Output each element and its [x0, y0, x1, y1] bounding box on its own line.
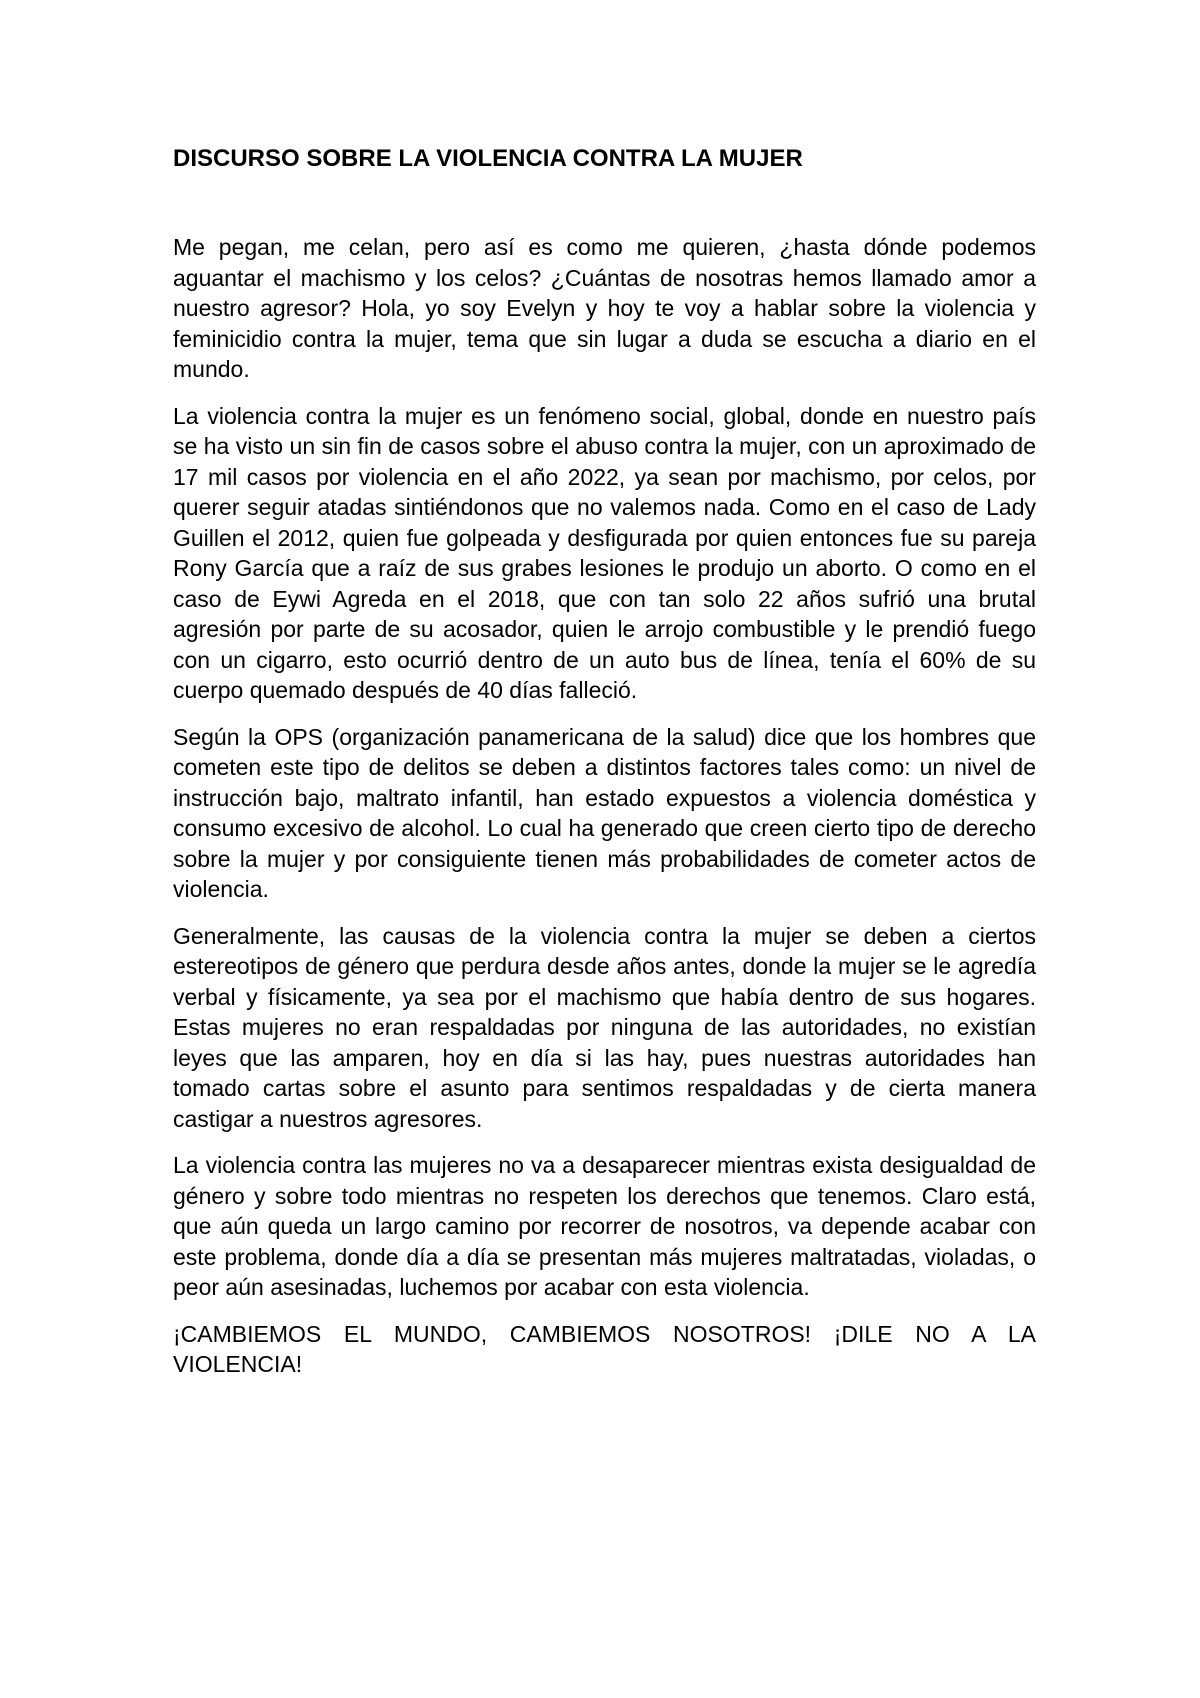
- paragraph-conclusion: La violencia contra las mujeres no va a desaparecer mientras exista desigualdad de género y sobre todo mientras no respeten los derechos que tenemos. Claro está, que aún queda un largo camino por recorrer de nosotros, va depende acabar con este problema, donde día a día se presentan más mujeres maltratadas, violadas, o peor aún asesinadas, luchemos por acabar con esta violencia.: [173, 1152, 1036, 1300]
- paragraph-intro: Me pegan, me celan, pero así es como me quieren, ¿hasta dónde podemos aguantar el machismo y los celos? ¿Cuántas de nosotras hemos llamado amor a nuestro agresor? Hola, yo soy Evelyn y hoy te voy a hablar sobre la violencia y feminicidio contra la mujer, tema que sin lugar a duda se escucha a diario en el mundo.: [173, 234, 1036, 382]
- paragraph-causes: Generalmente, las causas de la violencia contra la mujer se deben a ciertos estereotipos de género que perdura desde años antes, donde la mujer se le agredía verbal y físicamente, ya sea por el machismo que había dentro de sus hogares. Estas mujeres no eran respaldadas por ninguna de las autoridades, no existían leyes que las amparen, hoy en día si las hay, pues nuestras autoridades han tomado cartas sobre el asunto para sentimos respaldadas y de cierta manera castigar a nuestros agresores.: [173, 922, 1036, 1132]
- paragraph-closing-call: ¡CAMBIEMOS EL MUNDO, CAMBIEMOS NOSOTROS! ¡DILE NO A LA VIOLENCIA!: [173, 1320, 1036, 1377]
- document-title: DISCURSO SOBRE LA VIOLENCIA CONTRA LA MUJER: [173, 145, 803, 172]
- document-body: [173, 142, 1036, 1396]
- paragraph-ops: Según la OPS (organización panamericana de la salud) dice que los hombres que cometen este tipo de delitos se deben a distintos factores tales como: un nivel de instrucción bajo, maltrato infantil, han estado expuestos a violencia doméstica y consumo excesivo de alcohol. Lo cual ha generado que creen cierto tipo de derecho sobre la mujer y por consiguiente tienen más probabilidades de cometer actos de violencia.: [173, 723, 1036, 902]
- paragraph-cases: La violencia contra la mujer es un fenómeno social, global, donde en nuestro país se ha visto un sin fin de casos sobre el abuso contra la mujer, con un aproximado de 17 mil casos por violencia en el año 2022, ya sean por machismo, por celos, por querer seguir atadas sintiéndonos que no valemos nada. Como en el caso de Lady Guillen el 2012, quien fue golpeada y desfigurada por quien entonces fue su pareja Rony García que a raíz de sus grabes lesiones le produjo un aborto. O como en el caso de Eywi Agreda en el 2018, que con tan solo 22 años sufrió una brutal agresión por parte de su acosador, quien le arrojo combustible y le prendió fuego con un cigarro, esto ocurrió dentro de un auto bus de línea, tenía el 60% de su cuerpo quemado después de 40 días falleció.: [173, 402, 1036, 703]
